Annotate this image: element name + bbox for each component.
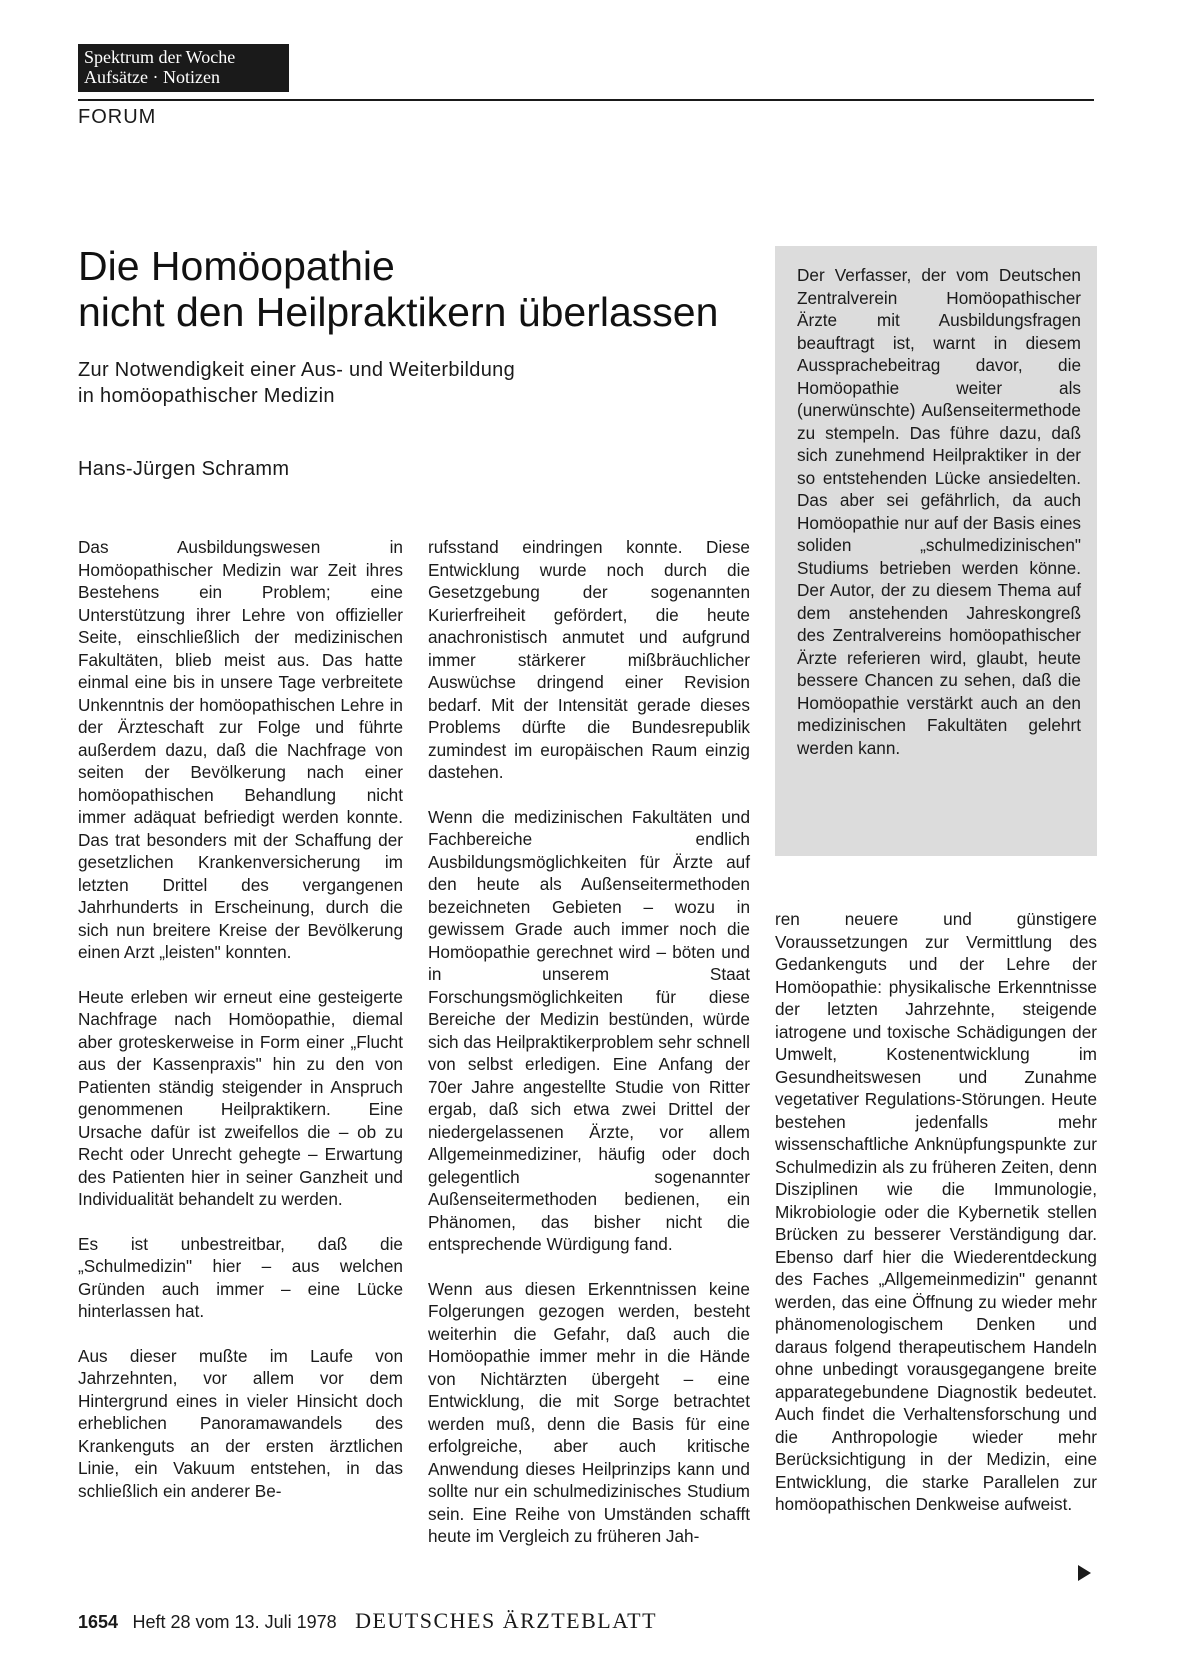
page-footer xyxy=(78,1608,657,1634)
column-3 xyxy=(775,908,1097,1516)
article-title xyxy=(78,243,748,335)
title-line-1: Die Homöopathie xyxy=(78,243,395,289)
page-number: 1654 xyxy=(78,1612,119,1632)
issue-info: Heft 28 vom 13. Juli 1978 xyxy=(132,1612,337,1632)
section-label: FORUM xyxy=(78,106,157,128)
continue-triangle-icon xyxy=(1078,1565,1091,1581)
header-rule xyxy=(78,99,1094,101)
section-badge xyxy=(78,44,289,92)
subtitle-line-1: Zur Notwendigkeit einer Aus- und Weiterbildung xyxy=(78,359,515,381)
paragraph: Das Ausbildungswesen in Homöopathischer Medizin war Zeit ihres Bestehens ein Problem; eine Unterstützung ihrer Lehre von offizieller Seite, einschließlich der medizinischen Fakultäten, blieb meist aus. Das hatte einmal eine bis in unsere Tage verbreitete Unkenntnis der homöopathischen Lehre in der Ärzteschaft zur Folge und führte außerdem dazu, daß die Nachfrage von seiten der Bevölkerung nach einer homöopathischen Behandlung nicht immer adäquat befriedigt werden konnte. Das trat besonders mit der Schaffung der gesetzlichen Krankenversicherung im letzten Drittel des vergangenen Jahrhunderts in Erscheinung, durch die sich nun breitere Kreise der Bevölkerung einen Arzt „leisten" konnten. xyxy=(78,537,403,962)
badge-line-1: Spektrum der Woche xyxy=(84,47,236,67)
article-subtitle xyxy=(78,357,698,409)
paragraph: ren neuere und günstigere Voraussetzungen zur Vermittlung des Gedankenguts und der Lehre der Homöopathie: physikalische Erkenntnisse der letzten Jahrzehnte, steigende iatrogene und toxische Schädigungen der Umwelt, Kostenentwicklung im Gesundheitswesen und Zunahme vegetativer Regulations-Störungen. Heute bestehen jedenfalls mehr wissenschaftliche Anknüpfungspunkte zur Schulmedizin als zu früheren Zeiten, denn Disziplinen wie die Immunologie, Mikrobiologie oder die Kybernetik stellen Brücken zu besserer Verständigung dar. Ebenso darf hier die Wiederentdeckung des Faches „Allgemeinmedizin" genannt werden, das eine Öffnung zu wieder mehr phänomenologischem Denken und daraus folgend therapeutischem Handeln ohne unbedingt vorausgegangene breite apparategebundene Diagnostik bedeutet. Auch findet die Verhaltensforschung und die Anthropologie wieder mehr Berücksichtigung in der Medizin, eine Entwicklung, die starke Parallelen zur homöopathischen Denkweise aufweist. xyxy=(775,909,1097,1514)
column-1 xyxy=(78,536,403,1502)
paragraph: rufsstand eindringen konnte. Diese Entwicklung wurde noch durch die Gesetzgebung der sogenannten Kurierfreiheit gefördert, die heute anachronistisch anmutet und aufgrund immer stärkerer mißbräuchlicher Auswüchse dringend einer Revision bedarf. Mit der Intensität gerade dieses Problems dürfte die Bundesrepublik zumindest im europäischen Raum einzig dastehen. xyxy=(428,537,750,782)
paragraph: Es ist unbestreitbar, daß die „Schulmedizin" hier – aus welchen Gründen auch immer – eine Lücke hinterlassen hat. xyxy=(78,1233,403,1321)
paragraph: Heute erleben wir erneut eine gesteigerte Nachfrage nach Homöopathie, diemal aber groteskerweise in Form einer „Flucht aus der Kassenpraxis" hin zu den von Patienten ständig steigender in Anspruch genommenen Heilpraktikern. Eine Ursache dafür ist zweifellos die – ob zu Recht oder Unrecht gehegte – Erwartung des Patienten hier in seiner Ganzheit und Individualität behandelt zu werden. xyxy=(78,986,403,1209)
paragraph: Wenn die medizinischen Fakultäten und Fachbereiche endlich Ausbildungsmöglichkeiten für Ärzte auf den heute als Außenseitermethoden bezeichneten Gebieten – wozu in gewissem Grade auch immer noch die Homöopathie gerechnet wird – böten und in unserem Staat Forschungsmöglichkeiten für diese Bereiche der Medizin bestünden, würde sich das Heilpraktikerproblem sehr schnell von selbst erledigen. Eine Anfang der 70er Jahre angestellte Studie von Ritter ergab, daß sich etwa zwei Drittel der niedergelassenen Ärzte, vor allem Allgemeinmediziner, häufig oder doch gelegentlich sogenannter Außenseitermethoden bedienen, ein Phänomen, das bisher nicht die entsprechende Würdigung fand. xyxy=(428,806,750,1254)
abstract-text: Der Verfasser, der vom Deutschen Zentralverein Homöopathischer Ärzte mit Ausbildungsfragen beauftragt ist, warnt in diesem Aussprachebeitrag davor, die Homöopathie weiter als (unerwünschte) Außenseitermethode zu stempeln. Das führe dazu, daß sich zunehmend Heilpraktiker in der so entstehenden Lücke ansiedelten. Das aber sei gefährlich, da auch Homöopathie nur auf der Basis eines soliden „schulmedizinischen" Studiums betrieben werden könne. Der Autor, der zu diesem Thema auf dem anstehenden Jahreskongreß des Zentralvereins homöopathischer Ärzte referieren wird, glaubt, heute bessere Chancen zu sehen, daß die Homöopathie verstärkt auch an den medizinischen Fakultäten gelehrt werden kann. xyxy=(797,265,1081,758)
column-2 xyxy=(428,536,750,1548)
journal-name: DEUTSCHES ÄRZTEBLATT xyxy=(355,1608,658,1633)
paragraph: Aus dieser mußte im Laufe von Jahrzehnten, vor allem vor dem Hintergrund eines in vieler Hinsicht doch erheblichen Panoramawandels des Krankenguts an der ersten ärztlichen Linie, ein Vakuum entstehen, in das schließlich ein anderer Be- xyxy=(78,1345,403,1501)
title-line-2: nicht den Heilpraktikern überlassen xyxy=(78,289,719,335)
paragraph: Wenn aus diesen Erkenntnissen keine Folgerungen gezogen werden, besteht weiterhin die Gefahr, daß auch die Homöopathie immer mehr in die Hände von Nichtärzten übergeht – eine Entwicklung, die mit Sorge betrachtet werden muß, denn die Basis für eine erfolgreiche, aber auch kritische Anwendung dieses Heilprinzips kann und sollte nur ein schulmedizinisches Studium sein. Eine Reihe von Umständen schafft heute im Vergleich zu früheren Jah- xyxy=(428,1278,750,1546)
subtitle-line-2: in homöopathischer Medizin xyxy=(78,385,335,407)
author-name: Hans-Jürgen Schramm xyxy=(78,458,290,480)
abstract-box xyxy=(775,246,1097,856)
badge-line-2: Aufsätze · Notizen xyxy=(84,67,220,87)
